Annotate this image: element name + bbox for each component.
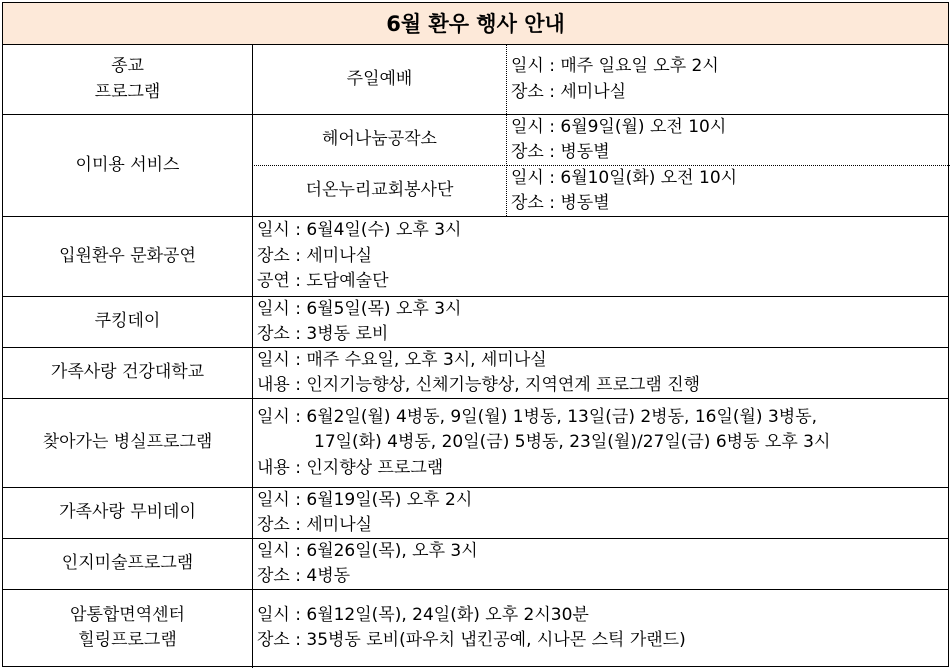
detail-line: 장소 : 4병동 (257, 566, 351, 586)
program-details (253, 539, 950, 589)
program-details (253, 590, 950, 666)
detail-line: 장소 : 3병동 로비 (257, 324, 389, 344)
category-label: 입원환우 문화공연 (59, 245, 196, 266)
category-label: 인지미술프로그램 (61, 553, 194, 574)
program-details (253, 348, 950, 398)
page-title: 6월 환우 행사 안내 (3, 3, 948, 45)
program-name: 더온누리교회봉사단 (305, 180, 454, 201)
program-details (507, 166, 950, 216)
category-healing (3, 590, 252, 666)
detail-line: 공연 : 도담예술단 (257, 271, 389, 292)
detail-line: 내용 : 인지향상 프로그램 (257, 457, 444, 478)
program-details (253, 217, 950, 296)
category-movie (3, 488, 252, 538)
category-label: 암통합면역센터 (70, 604, 185, 625)
category-label: 종교 (111, 56, 144, 76)
category-label: 이미용 서비스 (75, 154, 180, 175)
program-details (507, 45, 950, 114)
detail-line: 장소 : 병동별 (511, 142, 610, 162)
program-details (507, 115, 950, 165)
category-cooking (3, 297, 252, 347)
detail-line: 일시 : 6월19일(목) 오후 2시 (257, 489, 473, 510)
program-details (253, 297, 950, 347)
category-religion (3, 45, 252, 114)
detail-line: 일시 : 6월9일(월) 오전 10시 (511, 116, 727, 137)
detail-line: 장소 : 35병동 로비(파우치 냅킨공예, 시나몬 스틱 가랜드) (257, 630, 686, 650)
detail-line: 장소 : 세미나실 (511, 81, 627, 102)
program-name: 헤어나눔공작소 (322, 129, 437, 150)
category-health-univ (3, 348, 252, 398)
detail-line: 일시 : 매주 수요일, 오후 3시, 세미나실 (257, 349, 547, 370)
category-label: 가족사랑 무비데이 (59, 502, 196, 523)
category-beauty (3, 115, 252, 216)
detail-line: 일시 : 매주 일요일 오후 2시 (511, 56, 719, 76)
program-details (253, 488, 950, 538)
category-art (3, 539, 252, 589)
program-details (253, 399, 950, 487)
category-label: 쿠킹데이 (94, 311, 161, 332)
detail-line: 일시 : 6월12일(목), 24일(화) 오후 2시30분 (257, 604, 589, 625)
program-name: 주일예배 (346, 68, 413, 89)
event-table (2, 2, 949, 667)
category-label: 가족사랑 건강대학교 (50, 362, 205, 383)
category-label: 프로그램 (94, 81, 161, 102)
category-culture (3, 217, 252, 296)
category-label: 찾아가는 병실프로그램 (42, 432, 213, 453)
detail-line: 일시 : 6월10일(화) 오전 10시 (511, 167, 738, 188)
detail-line: 장소 : 병동별 (511, 193, 610, 213)
detail-line: 17일(화) 4병동, 20일(금) 5병동, 23일(월)/27일(금) 6병동 오후 3시 (314, 432, 831, 453)
detail-line: 장소 : 세미나실 (257, 515, 373, 535)
category-label: 힐링프로그램 (78, 630, 177, 650)
detail-line: 일시 : 6월5일(목) 오후 3시 (257, 298, 462, 319)
detail-line: 일시 : 6월26일(목), 오후 3시 (257, 540, 478, 561)
detail-line: 내용 : 인지기능향상, 신체기능향상, 지역연계 프로그램 진행 (257, 375, 701, 395)
detail-line: 일시 : 6월2일(월) 4병동, 9일(월) 1병동, 13일(금) 2병동, 16일(월) 3병동, (257, 406, 818, 427)
detail-line: 장소 : 세미나실 (257, 245, 373, 266)
category-ward-visit (3, 399, 252, 487)
detail-line: 일시 : 6월4일(수) 오후 3시 (257, 220, 462, 241)
